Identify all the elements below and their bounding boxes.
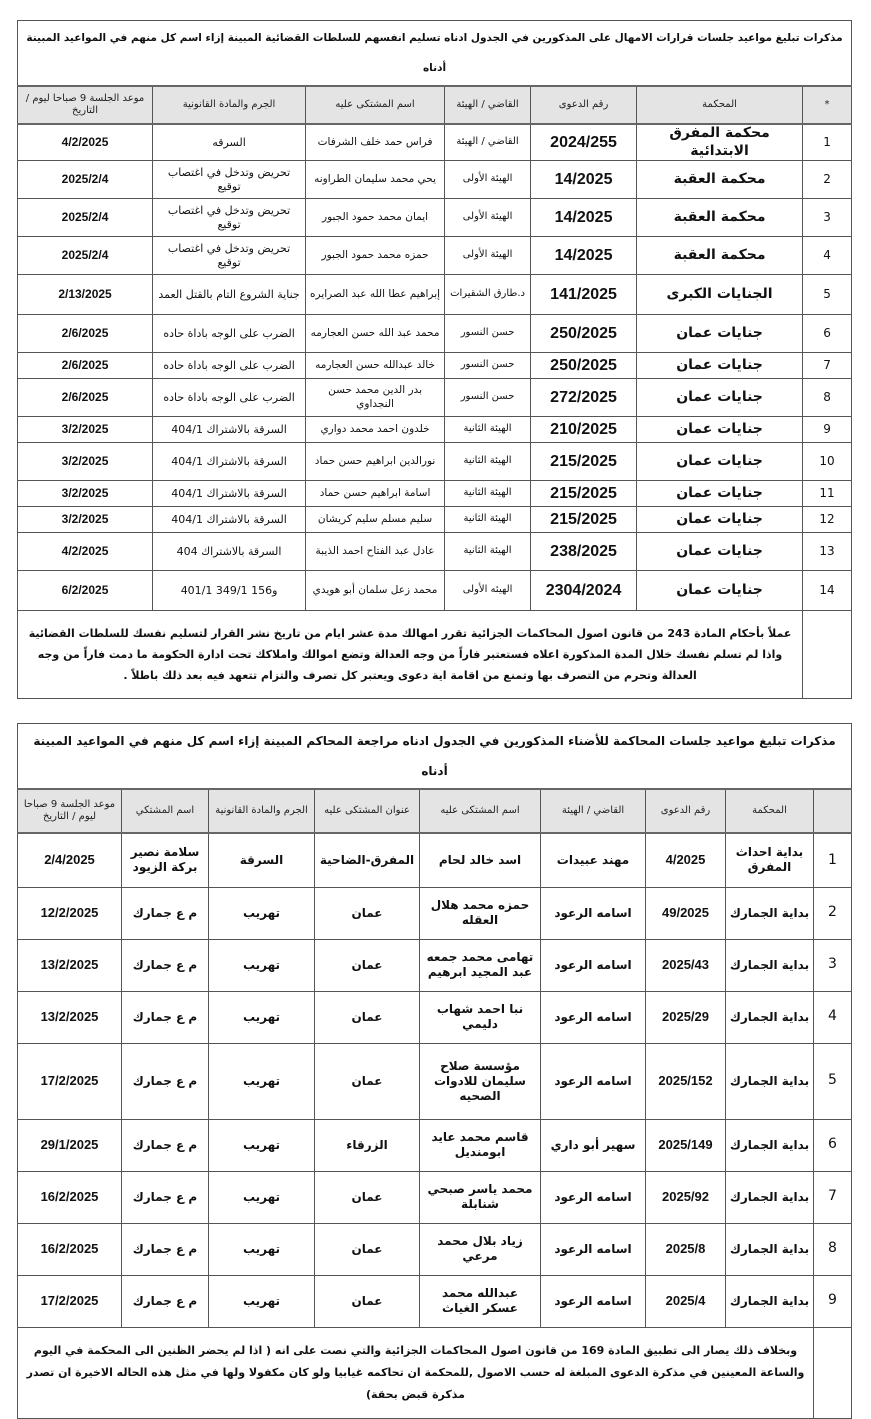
cell-case-number: 2025/92 bbox=[646, 1171, 726, 1223]
header-num: * bbox=[803, 86, 852, 124]
cell-court: جنايات عمان bbox=[637, 571, 803, 611]
cell-num: 13 bbox=[803, 533, 852, 571]
cell-case-number: 49/2025 bbox=[646, 887, 726, 939]
cell-num: 5 bbox=[814, 1043, 852, 1119]
cell-case-number: 141/2025 bbox=[531, 275, 637, 315]
cell-defendant: قاسم محمد عايد ابومنديل bbox=[420, 1119, 541, 1171]
cell-num: 9 bbox=[814, 1275, 852, 1327]
cell-plaintiff: م ع جمارك bbox=[122, 887, 209, 939]
cell-crime: تهريب bbox=[209, 1275, 315, 1327]
cell-case-number: 210/2025 bbox=[531, 417, 637, 443]
cell-court: جنايات عمان bbox=[637, 481, 803, 507]
table1-note-side bbox=[803, 611, 852, 699]
cell-court: جنايات عمان bbox=[637, 417, 803, 443]
cell-case-number: 215/2025 bbox=[531, 481, 637, 507]
table-row bbox=[18, 1171, 852, 1223]
table-row bbox=[18, 571, 852, 611]
cell-judge: الهيئة الثانية bbox=[445, 443, 531, 481]
cell-date: 2025/2/4 bbox=[18, 161, 153, 199]
header-judge: القاضي / الهيئة bbox=[541, 789, 646, 833]
cell-address: عمان bbox=[315, 939, 420, 991]
cell-plaintiff: م ع جمارك bbox=[122, 1171, 209, 1223]
cell-num: 2 bbox=[814, 887, 852, 939]
cell-num: 6 bbox=[814, 1119, 852, 1171]
table1-legal-note: عملاً بأحكام المادة 243 من قانون اصول المحاكمات الجزائية تقرر امهالك مدة عشر ايام من تاريخ نشر القرار لتسليم نفسك للسلطات القضائية واذا لم تسلم نفسك خلال المدة المذكورة اعلاه فستعتبر فاراً من وجه العدالة وتضع اموالك واملاكك تحت ادارة الحكومة ما دمت فاراً من وجه العدالة وتحرم من التصرف بها وتمنع من اقامة اية دعوى ويعتبر كل تصرف والتزام تتعهد فيه بعد ذلك باطلاً . bbox=[18, 611, 803, 699]
table-row bbox=[18, 315, 852, 353]
cell-defendant: عادل عبد الفتاح احمد الذيبة bbox=[306, 533, 445, 571]
cell-num: 7 bbox=[803, 353, 852, 379]
header-court: المحكمة bbox=[726, 789, 814, 833]
cell-court: بداية الجمارك bbox=[726, 939, 814, 991]
table-row bbox=[18, 887, 852, 939]
cell-crime: تهريب bbox=[209, 939, 315, 991]
table-row bbox=[18, 991, 852, 1043]
cell-date: 2/6/2025 bbox=[18, 353, 153, 379]
header-num bbox=[814, 789, 852, 833]
cell-date: 13/2/2025 bbox=[18, 939, 122, 991]
cell-crime: السرقه bbox=[153, 124, 306, 161]
cell-address: عمان bbox=[315, 991, 420, 1043]
cell-num: 1 bbox=[803, 124, 852, 161]
header-case-number: رقم الدعوى bbox=[646, 789, 726, 833]
cell-crime: السرقة بالاشتراك 404/1 bbox=[153, 417, 306, 443]
cell-court: جنايات عمان bbox=[637, 379, 803, 417]
cell-defendant: حمزه محمد حمود الجبور bbox=[306, 237, 445, 275]
cell-court: بداية الجمارك bbox=[726, 991, 814, 1043]
cell-address: عمان bbox=[315, 1223, 420, 1275]
cell-num: 10 bbox=[803, 443, 852, 481]
table1-title: مذكرات تبليغ مواعيد جلسات قرارات الامهال على المذكورين في الجدول ادناه تسليم انفسهم للسلطات القضائية المبينة إزاء اسم كل منهم في المواعيد المبينة أدناه bbox=[18, 21, 852, 87]
cell-judge: الهيئة الثانية bbox=[445, 481, 531, 507]
cell-plaintiff: م ع جمارك bbox=[122, 939, 209, 991]
cell-case-number: 272/2025 bbox=[531, 379, 637, 417]
header-judge: القاضي / الهيئة bbox=[445, 86, 531, 124]
cell-case-number: 250/2025 bbox=[531, 353, 637, 379]
cell-case-number: 2025/152 bbox=[646, 1043, 726, 1119]
cell-defendant: عبدالله محمد عسكر الغياث bbox=[420, 1275, 541, 1327]
cell-date: 4/2/2025 bbox=[18, 124, 153, 161]
cell-judge: اسامه الرعود bbox=[541, 1223, 646, 1275]
cell-date: 3/2/2025 bbox=[18, 417, 153, 443]
cell-case-number: 2025/29 bbox=[646, 991, 726, 1043]
cell-court: جنايات عمان bbox=[637, 533, 803, 571]
cell-case-number: 238/2025 bbox=[531, 533, 637, 571]
cell-crime: تهريب bbox=[209, 1119, 315, 1171]
cell-court: جنايات عمان bbox=[637, 507, 803, 533]
cell-address: عمان bbox=[315, 1043, 420, 1119]
cell-date: 29/1/2025 bbox=[18, 1119, 122, 1171]
cell-crime: الضرب على الوجه باداة حاده bbox=[153, 379, 306, 417]
cell-judge: الهيئة الأولى bbox=[445, 199, 531, 237]
cell-defendant: زياد بلال محمد مرعي bbox=[420, 1223, 541, 1275]
cell-judge: اسامه الرعود bbox=[541, 1171, 646, 1223]
cell-judge: اسامه الرعود bbox=[541, 939, 646, 991]
cell-date: 12/2/2025 bbox=[18, 887, 122, 939]
cell-num: 9 bbox=[803, 417, 852, 443]
header-address: عنوان المشتكى عليه bbox=[315, 789, 420, 833]
table-row bbox=[18, 237, 852, 275]
cell-crime: السرقة bbox=[209, 833, 315, 887]
cell-crime: الضرب على الوجه باداة حاده bbox=[153, 353, 306, 379]
table1-header-row bbox=[18, 86, 852, 124]
table2-note-side bbox=[814, 1327, 852, 1418]
table-row bbox=[18, 379, 852, 417]
cell-case-number: 2025/43 bbox=[646, 939, 726, 991]
cell-court: بداية الجمارك bbox=[726, 1171, 814, 1223]
cell-defendant: نورالدين ابراهيم حسن حماد bbox=[306, 443, 445, 481]
cell-num: 1 bbox=[814, 833, 852, 887]
header-defendant: اسم المشتكى عليه bbox=[420, 789, 541, 833]
header-crime: الجرم والمادة القانونية bbox=[209, 789, 315, 833]
cell-date: 17/2/2025 bbox=[18, 1043, 122, 1119]
header-date: موعد الجلسة 9 صباحا ليوم / التاريخ bbox=[18, 789, 122, 833]
cell-date: 3/2/2025 bbox=[18, 481, 153, 507]
header-court: المحكمة bbox=[637, 86, 803, 124]
cell-case-number: 2024/255 bbox=[531, 124, 637, 161]
cell-defendant: محمد عبد الله حسن العجارمه bbox=[306, 315, 445, 353]
cell-address: عمان bbox=[315, 1171, 420, 1223]
cell-judge: حسن النسور bbox=[445, 353, 531, 379]
cell-date: 2/4/2025 bbox=[18, 833, 122, 887]
cell-judge: الهيئه الأولى bbox=[445, 571, 531, 611]
trial-notices-table bbox=[17, 723, 852, 1419]
cell-date: 2/13/2025 bbox=[18, 275, 153, 315]
cell-case-number: 250/2025 bbox=[531, 315, 637, 353]
cell-crime: السرقة بالاشتراك 404/1 bbox=[153, 507, 306, 533]
cell-date: 13/2/2025 bbox=[18, 991, 122, 1043]
cell-date: 17/2/2025 bbox=[18, 1275, 122, 1327]
table-row bbox=[18, 124, 852, 161]
cell-judge: الهيئة الثانية bbox=[445, 417, 531, 443]
cell-num: 14 bbox=[803, 571, 852, 611]
cell-case-number: 2025/149 bbox=[646, 1119, 726, 1171]
table-row bbox=[18, 833, 852, 887]
table2-title: مذكرات تبليغ مواعيد جلسات المحاكمة للأضناء المذكورين في الجدول ادناه مراجعة المحاكم المبينة إزاء اسم كل منهم في المواعيد المبينة أدناه bbox=[18, 724, 852, 790]
cell-case-number: 2304/2024 bbox=[531, 571, 637, 611]
cell-date: 2/6/2025 bbox=[18, 315, 153, 353]
table-row bbox=[18, 939, 852, 991]
cell-num: 11 bbox=[803, 481, 852, 507]
cell-judge: القاضي / الهيئة bbox=[445, 124, 531, 161]
cell-num: 3 bbox=[814, 939, 852, 991]
cell-crime: تهريب bbox=[209, 1043, 315, 1119]
table2-header-row bbox=[18, 789, 852, 833]
cell-court: بداية الجمارك bbox=[726, 1223, 814, 1275]
cell-judge: سهير أبو داري bbox=[541, 1119, 646, 1171]
cell-defendant: اسامة ابراهيم حسن حماد bbox=[306, 481, 445, 507]
cell-defendant: محمد زعل سلمان أبو هويدي bbox=[306, 571, 445, 611]
cell-judge: اسامه الرعود bbox=[541, 887, 646, 939]
cell-address: المفرق-الضاحية bbox=[315, 833, 420, 887]
cell-defendant: يحي محمد سليمان الطراونه bbox=[306, 161, 445, 199]
table-row bbox=[18, 481, 852, 507]
cell-judge: اسامه الرعود bbox=[541, 1043, 646, 1119]
cell-date: 2/6/2025 bbox=[18, 379, 153, 417]
cell-date: 3/2/2025 bbox=[18, 507, 153, 533]
cell-crime: السرقة بالاشتراك 404/1 bbox=[153, 443, 306, 481]
cell-court: محكمة العقبة bbox=[637, 199, 803, 237]
cell-court: جنايات عمان bbox=[637, 315, 803, 353]
cell-num: 8 bbox=[814, 1223, 852, 1275]
cell-num: 3 bbox=[803, 199, 852, 237]
cell-address: عمان bbox=[315, 887, 420, 939]
cell-defendant: نبا احمد شهاب دليمي bbox=[420, 991, 541, 1043]
cell-defendant: مؤسسة صلاح سليمان للادوات الصحيه bbox=[420, 1043, 541, 1119]
cell-num: 6 bbox=[803, 315, 852, 353]
cell-court: بداية الجمارك bbox=[726, 1275, 814, 1327]
cell-num: 2 bbox=[803, 161, 852, 199]
cell-judge: الهيئة الأولى bbox=[445, 237, 531, 275]
cell-court: محكمة العقبة bbox=[637, 161, 803, 199]
cell-court: بداية احداث المفرق bbox=[726, 833, 814, 887]
cell-date: 6/2/2025 bbox=[18, 571, 153, 611]
table-row bbox=[18, 353, 852, 379]
header-plaintiff: اسم المشتكي bbox=[122, 789, 209, 833]
header-date: موعد الجلسة 9 صباحا ليوم / التاريخ bbox=[18, 86, 153, 124]
cell-plaintiff: م ع جمارك bbox=[122, 1119, 209, 1171]
cell-crime: تهريب bbox=[209, 1223, 315, 1275]
header-defendant: اسم المشتكى عليه bbox=[306, 86, 445, 124]
table-row bbox=[18, 1119, 852, 1171]
cell-crime: الضرب على الوجه باداة حاده bbox=[153, 315, 306, 353]
cell-court: جنايات عمان bbox=[637, 443, 803, 481]
cell-num: 7 bbox=[814, 1171, 852, 1223]
cell-plaintiff: م ع جمارك bbox=[122, 1223, 209, 1275]
cell-case-number: 14/2025 bbox=[531, 237, 637, 275]
cell-address: الزرقاء bbox=[315, 1119, 420, 1171]
cell-judge: حسن النسور bbox=[445, 315, 531, 353]
cell-case-number: 2025/4 bbox=[646, 1275, 726, 1327]
cell-date: 2025/2/4 bbox=[18, 237, 153, 275]
cell-defendant: حمزه محمد هلال العقله bbox=[420, 887, 541, 939]
table-row bbox=[18, 1223, 852, 1275]
cell-crime: جناية الشروع التام بالقتل العمد bbox=[153, 275, 306, 315]
cell-plaintiff: سلامة نصير بركة الزيود bbox=[122, 833, 209, 887]
cell-court: بداية الجمارك bbox=[726, 887, 814, 939]
cell-case-number: 14/2025 bbox=[531, 161, 637, 199]
cell-court: محكمة العقبة bbox=[637, 237, 803, 275]
cell-crime: السرقة بالاشتراك 404/1 bbox=[153, 481, 306, 507]
cell-crime: تهريب bbox=[209, 887, 315, 939]
cell-court: بداية الجمارك bbox=[726, 1043, 814, 1119]
deadline-notices-table bbox=[17, 20, 852, 699]
cell-num: 8 bbox=[803, 379, 852, 417]
cell-court: بداية الجمارك bbox=[726, 1119, 814, 1171]
cell-num: 4 bbox=[803, 237, 852, 275]
cell-court: الجنايات الكبرى bbox=[637, 275, 803, 315]
cell-case-number: 14/2025 bbox=[531, 199, 637, 237]
table-row bbox=[18, 1043, 852, 1119]
table-row bbox=[18, 275, 852, 315]
cell-plaintiff: م ع جمارك bbox=[122, 1275, 209, 1327]
cell-case-number: 2025/8 bbox=[646, 1223, 726, 1275]
cell-judge: مهند عبيدات bbox=[541, 833, 646, 887]
cell-judge: حسن النسور bbox=[445, 379, 531, 417]
table2-legal-note: وبخلاف ذلك يصار الى تطبيق المادة 169 من قانون اصول المحاكمات الجزائية والتي نصت على انه ( اذا لم يحضر الظنين الى المحكمة في اليوم والساعة المعينين في مذكرة الدعوى المبلغة له حسب الاصول ,للمحكمة ان تحاكمه غيابيا ولو كان مكفولا ولها في مثل هذه الحاله الاخيرة ان تصدر مذكرة قبض بحقة) bbox=[18, 1327, 814, 1418]
cell-judge: اسامه الرعود bbox=[541, 991, 646, 1043]
cell-date: 4/2/2025 bbox=[18, 533, 153, 571]
cell-judge: الهيئة الأولى bbox=[445, 161, 531, 199]
table-row bbox=[18, 533, 852, 571]
header-crime: الجرم والمادة القانونية bbox=[153, 86, 306, 124]
cell-judge: اسامه الرعود bbox=[541, 1275, 646, 1327]
cell-court: محكمة المفرق الابتدائية bbox=[637, 124, 803, 161]
cell-crime: تحريض وتدخل في اغتصاب توقيع bbox=[153, 199, 306, 237]
cell-judge: د.طارق الشقيرات bbox=[445, 275, 531, 315]
cell-case-number: 4/2025 bbox=[646, 833, 726, 887]
cell-crime: تهريب bbox=[209, 1171, 315, 1223]
header-case-number: رقم الدعوى bbox=[531, 86, 637, 124]
cell-defendant: سليم مسلم سليم كريشان bbox=[306, 507, 445, 533]
cell-crime: تحريض وتدخل في اغتصاب توقيع bbox=[153, 237, 306, 275]
cell-crime: تحريض وتدخل في اغتصاب توقيع bbox=[153, 161, 306, 199]
cell-defendant: خالد عبدالله حسن العجارمه bbox=[306, 353, 445, 379]
cell-defendant: محمد ياسر صبحي شنابلة bbox=[420, 1171, 541, 1223]
table-row bbox=[18, 1275, 852, 1327]
cell-crime: تهريب bbox=[209, 991, 315, 1043]
cell-date: 3/2/2025 bbox=[18, 443, 153, 481]
cell-num: 12 bbox=[803, 507, 852, 533]
cell-crime: و156 349/1 401/1 bbox=[153, 571, 306, 611]
table-row bbox=[18, 417, 852, 443]
cell-defendant: ايمان محمد حمود الجبور bbox=[306, 199, 445, 237]
cell-case-number: 215/2025 bbox=[531, 507, 637, 533]
cell-defendant: إبراهيم عطا الله عبد الصرايره bbox=[306, 275, 445, 315]
cell-defendant: تهامى محمد جمعه عبد المجيد ابرهيم bbox=[420, 939, 541, 991]
table-row bbox=[18, 443, 852, 481]
cell-judge: الهيئة الثانية bbox=[445, 533, 531, 571]
cell-num: 5 bbox=[803, 275, 852, 315]
table-row bbox=[18, 507, 852, 533]
cell-date: 16/2/2025 bbox=[18, 1223, 122, 1275]
cell-date: 16/2/2025 bbox=[18, 1171, 122, 1223]
cell-plaintiff: م ع جمارك bbox=[122, 991, 209, 1043]
cell-date: 2025/2/4 bbox=[18, 199, 153, 237]
cell-defendant: بدر الدين محمد حسن النجداوي bbox=[306, 379, 445, 417]
cell-case-number: 215/2025 bbox=[531, 443, 637, 481]
cell-address: عمان bbox=[315, 1275, 420, 1327]
cell-defendant: خلدون احمد محمد دواري bbox=[306, 417, 445, 443]
cell-plaintiff: م ع جمارك bbox=[122, 1043, 209, 1119]
cell-judge: الهيئة الثانية bbox=[445, 507, 531, 533]
table-row bbox=[18, 161, 852, 199]
table-row bbox=[18, 199, 852, 237]
cell-defendant: فراس حمد خلف الشرفات bbox=[306, 124, 445, 161]
cell-court: جنايات عمان bbox=[637, 353, 803, 379]
cell-defendant: اسد خالد لحام bbox=[420, 833, 541, 887]
cell-crime: السرقة بالاشتراك 404 bbox=[153, 533, 306, 571]
cell-num: 4 bbox=[814, 991, 852, 1043]
